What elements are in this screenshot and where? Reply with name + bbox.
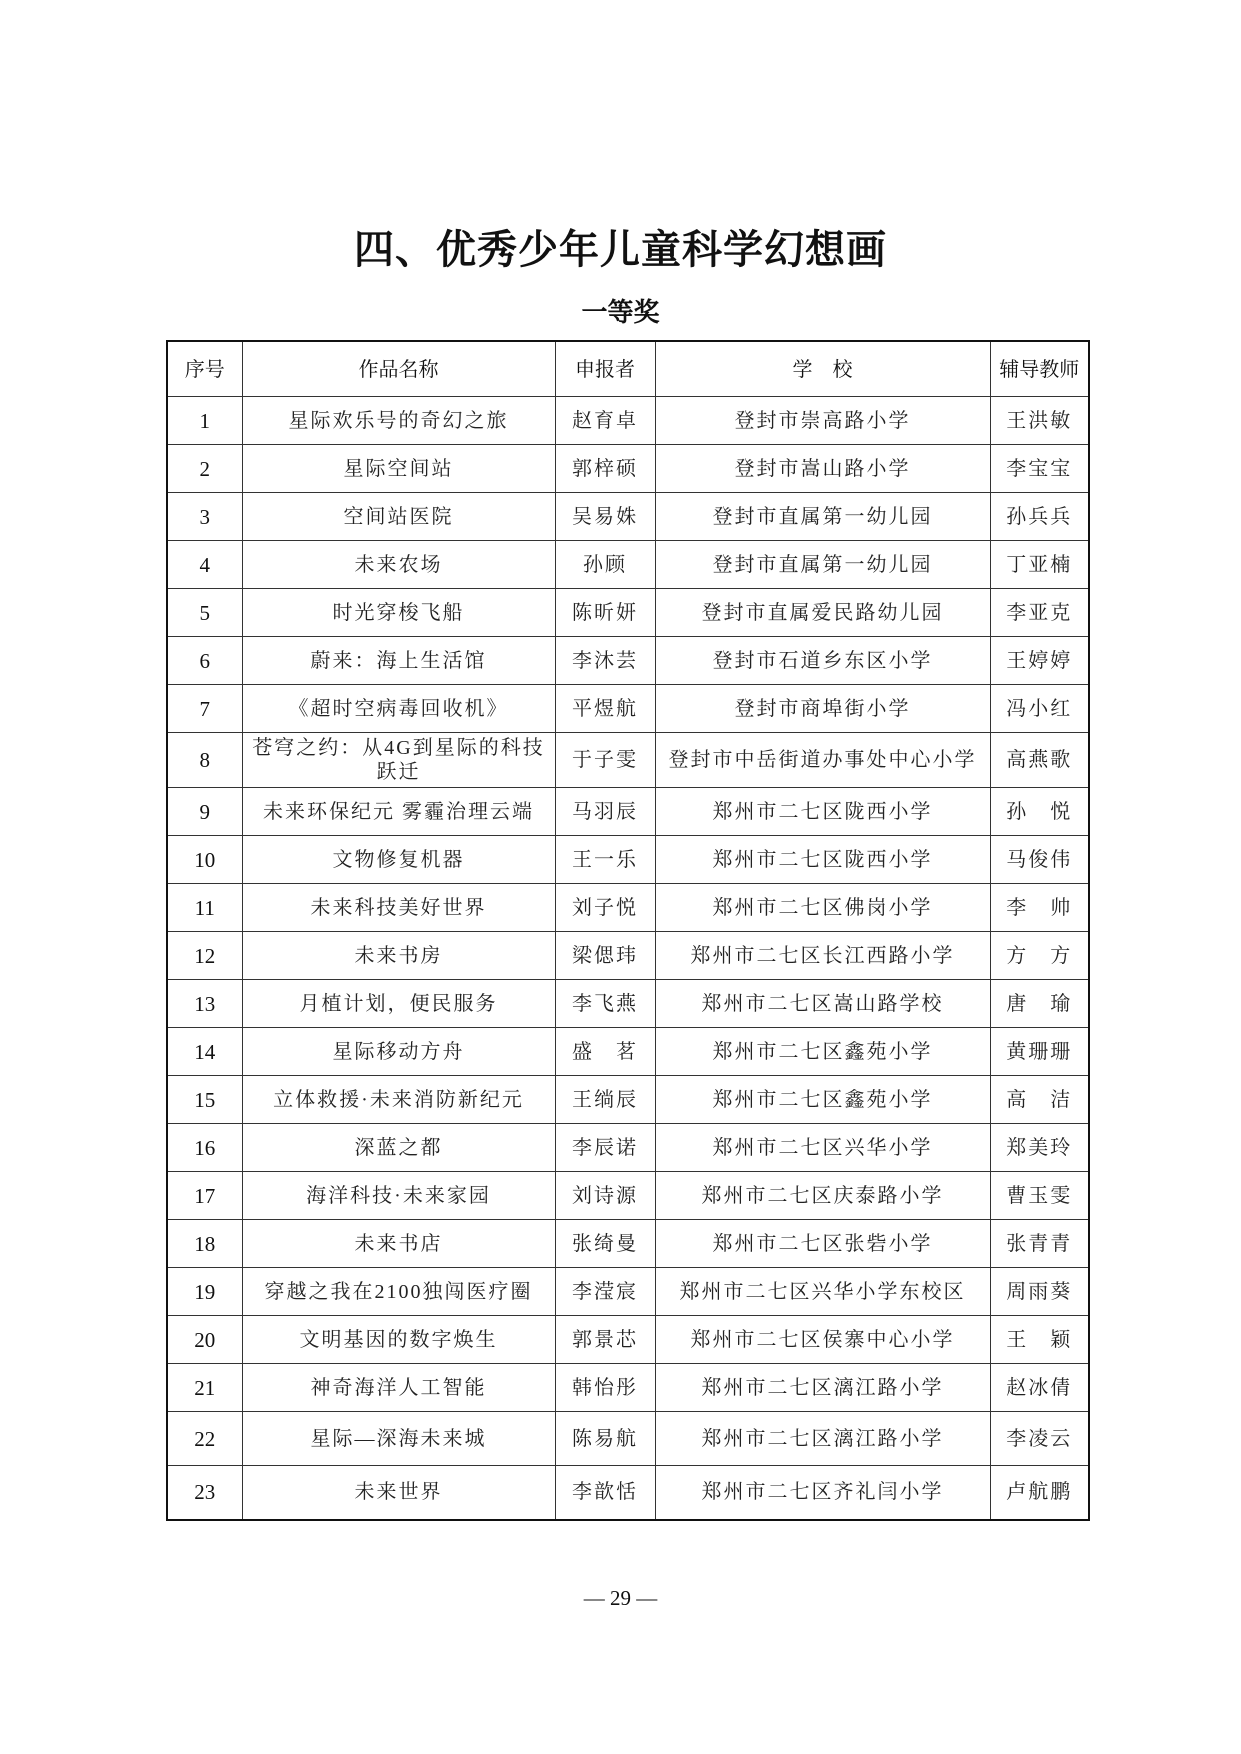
- table-row: [167, 836, 1089, 884]
- table-row: [167, 445, 1089, 493]
- cell-seq: 2: [167, 445, 242, 493]
- cell-applicant: 刘诗源: [555, 1172, 655, 1220]
- cell-applicant: 郭景芯: [555, 1316, 655, 1364]
- cell-work-title: 未来环保纪元 雾霾治理云端: [242, 788, 555, 836]
- page-number: — 29 —: [583, 1586, 658, 1610]
- cell-school: 郑州市二七区长江西路小学: [655, 932, 990, 980]
- cell-teacher: 李 帅: [990, 884, 1089, 932]
- table-row: [167, 788, 1089, 836]
- cell-teacher: 赵冰倩: [990, 1364, 1089, 1412]
- cell-school: 登封市直属第一幼儿园: [655, 541, 990, 589]
- cell-teacher: 高燕歌: [990, 733, 1089, 788]
- cell-school: 郑州市二七区侯寨中心小学: [655, 1316, 990, 1364]
- cell-school: 登封市商埠街小学: [655, 685, 990, 733]
- cell-seq: 1: [167, 397, 242, 445]
- cell-teacher: 唐 瑜: [990, 980, 1089, 1028]
- cell-school: 登封市石道乡东区小学: [655, 637, 990, 685]
- cell-work-title: 苍穹之约：从4G到星际的科技跃迁: [242, 733, 555, 788]
- cell-applicant: 李飞燕: [555, 980, 655, 1028]
- cell-school: 郑州市二七区鑫苑小学: [655, 1076, 990, 1124]
- table-row: [167, 1466, 1089, 1520]
- cell-school: 郑州市二七区庆泰路小学: [655, 1172, 990, 1220]
- cell-teacher: 王 颖: [990, 1316, 1089, 1364]
- cell-work-title: 深蓝之都: [242, 1124, 555, 1172]
- cell-teacher: 王洪敏: [990, 397, 1089, 445]
- table-row: [167, 932, 1089, 980]
- cell-seq: 6: [167, 637, 242, 685]
- award-table: [166, 340, 1090, 1521]
- cell-work-title: 月植计划，便民服务: [242, 980, 555, 1028]
- cell-applicant: 韩怡彤: [555, 1364, 655, 1412]
- cell-seq: 7: [167, 685, 242, 733]
- cell-teacher: 丁亚楠: [990, 541, 1089, 589]
- cell-applicant: 张绮曼: [555, 1220, 655, 1268]
- cell-seq: 10: [167, 836, 242, 884]
- cell-school: 郑州市二七区鑫苑小学: [655, 1028, 990, 1076]
- table-row: [167, 1220, 1089, 1268]
- cell-seq: 17: [167, 1172, 242, 1220]
- cell-applicant: 梁偲玮: [555, 932, 655, 980]
- cell-school: 郑州市二七区嵩山路学校: [655, 980, 990, 1028]
- cell-seq: 19: [167, 1268, 242, 1316]
- cell-seq: 23: [167, 1466, 242, 1520]
- cell-teacher: 曹玉雯: [990, 1172, 1089, 1220]
- cell-work-title: 立体救援·未来消防新纪元: [242, 1076, 555, 1124]
- cell-teacher: 冯小红: [990, 685, 1089, 733]
- cell-work-title: 星际—深海未来城: [242, 1412, 555, 1466]
- cell-seq: 5: [167, 589, 242, 637]
- cell-work-title: 星际欢乐号的奇幻之旅: [242, 397, 555, 445]
- cell-seq: 3: [167, 493, 242, 541]
- cell-teacher: 李宝宝: [990, 445, 1089, 493]
- header-seq: 序号: [167, 341, 242, 397]
- cell-seq: 16: [167, 1124, 242, 1172]
- cell-school: 登封市嵩山路小学: [655, 445, 990, 493]
- cell-work-title: 时光穿梭飞船: [242, 589, 555, 637]
- header-work-title: 作品名称: [242, 341, 555, 397]
- table-row: [167, 1124, 1089, 1172]
- cell-seq: 4: [167, 541, 242, 589]
- cell-applicant: 赵育卓: [555, 397, 655, 445]
- cell-applicant: 盛 茗: [555, 1028, 655, 1076]
- table-row: [167, 541, 1089, 589]
- cell-applicant: 李沐芸: [555, 637, 655, 685]
- cell-teacher: 王婷婷: [990, 637, 1089, 685]
- table-row: [167, 1364, 1089, 1412]
- cell-school: 郑州市二七区陇西小学: [655, 836, 990, 884]
- table-row: [167, 884, 1089, 932]
- cell-teacher: 方 方: [990, 932, 1089, 980]
- table-row: [167, 1316, 1089, 1364]
- cell-work-title: 未来科技美好世界: [242, 884, 555, 932]
- cell-work-title: 文物修复机器: [242, 836, 555, 884]
- cell-work-title: 未来书店: [242, 1220, 555, 1268]
- table-row: [167, 589, 1089, 637]
- cell-applicant: 王一乐: [555, 836, 655, 884]
- cell-teacher: 李亚克: [990, 589, 1089, 637]
- cell-school: 郑州市二七区兴华小学东校区: [655, 1268, 990, 1316]
- cell-seq: 15: [167, 1076, 242, 1124]
- cell-school: 登封市直属爱民路幼儿园: [655, 589, 990, 637]
- cell-teacher: 孙 悦: [990, 788, 1089, 836]
- cell-work-title: 神奇海洋人工智能: [242, 1364, 555, 1412]
- table-row: [167, 493, 1089, 541]
- cell-school: 登封市中岳街道办事处中心小学: [655, 733, 990, 788]
- table-row: [167, 685, 1089, 733]
- cell-applicant: 郭梓硕: [555, 445, 655, 493]
- cell-seq: 14: [167, 1028, 242, 1076]
- cell-school: 郑州市二七区漓江路小学: [655, 1412, 990, 1466]
- header-applicant: 申报者: [555, 341, 655, 397]
- cell-applicant: 王绱辰: [555, 1076, 655, 1124]
- cell-work-title: 未来农场: [242, 541, 555, 589]
- table-row: [167, 397, 1089, 445]
- cell-work-title: 未来世界: [242, 1466, 555, 1520]
- cell-seq: 21: [167, 1364, 242, 1412]
- cell-applicant: 孙顾: [555, 541, 655, 589]
- table-row: [167, 1076, 1089, 1124]
- cell-teacher: 卢航鹏: [990, 1466, 1089, 1520]
- cell-seq: 13: [167, 980, 242, 1028]
- cell-seq: 12: [167, 932, 242, 980]
- cell-applicant: 于子雯: [555, 733, 655, 788]
- header-school: 学 校: [655, 341, 990, 397]
- cell-work-title: 空间站医院: [242, 493, 555, 541]
- cell-work-title: 《超时空病毒回收机》: [242, 685, 555, 733]
- cell-school: 登封市直属第一幼儿园: [655, 493, 990, 541]
- cell-applicant: 李歆恬: [555, 1466, 655, 1520]
- cell-teacher: 高 洁: [990, 1076, 1089, 1124]
- table-row: [167, 1268, 1089, 1316]
- cell-school: 郑州市二七区陇西小学: [655, 788, 990, 836]
- table-header-row: [167, 341, 1089, 397]
- table-row: [167, 637, 1089, 685]
- table-row: [167, 1028, 1089, 1076]
- cell-applicant: 陈易航: [555, 1412, 655, 1466]
- cell-teacher: 李凌云: [990, 1412, 1089, 1466]
- cell-work-title: 文明基因的数字焕生: [242, 1316, 555, 1364]
- cell-work-title: 海洋科技·未来家园: [242, 1172, 555, 1220]
- cell-work-title: 星际空间站: [242, 445, 555, 493]
- cell-teacher: 郑美玲: [990, 1124, 1089, 1172]
- cell-seq: 11: [167, 884, 242, 932]
- cell-school: 郑州市二七区张砦小学: [655, 1220, 990, 1268]
- cell-seq: 20: [167, 1316, 242, 1364]
- table-row: [167, 1172, 1089, 1220]
- cell-teacher: 孙兵兵: [990, 493, 1089, 541]
- cell-seq: 9: [167, 788, 242, 836]
- cell-teacher: 黄珊珊: [990, 1028, 1089, 1076]
- cell-teacher: 周雨葵: [990, 1268, 1089, 1316]
- cell-work-title: 穿越之我在2100独闯医疗圈: [242, 1268, 555, 1316]
- cell-applicant: 陈昕妍: [555, 589, 655, 637]
- cell-seq: 22: [167, 1412, 242, 1466]
- cell-applicant: 平煜航: [555, 685, 655, 733]
- cell-school: 郑州市二七区漓江路小学: [655, 1364, 990, 1412]
- cell-applicant: 刘子悦: [555, 884, 655, 932]
- cell-school: 郑州市二七区齐礼闫小学: [655, 1466, 990, 1520]
- cell-work-title: 蔚来：海上生活馆: [242, 637, 555, 685]
- cell-school: 登封市崇高路小学: [655, 397, 990, 445]
- table-row: [167, 1412, 1089, 1466]
- cell-school: 郑州市二七区兴华小学: [655, 1124, 990, 1172]
- cell-seq: 8: [167, 733, 242, 788]
- cell-teacher: 张青青: [990, 1220, 1089, 1268]
- cell-applicant: 李辰诺: [555, 1124, 655, 1172]
- cell-seq: 18: [167, 1220, 242, 1268]
- cell-teacher: 马俊伟: [990, 836, 1089, 884]
- section-title: 四、优秀少年儿童科学幻想画: [354, 227, 887, 273]
- cell-applicant: 吴易姝: [555, 493, 655, 541]
- award-level-heading: 一等奖: [581, 298, 660, 328]
- table-row: [167, 980, 1089, 1028]
- cell-applicant: 李滢宸: [555, 1268, 655, 1316]
- header-teacher: 辅导教师: [990, 341, 1089, 397]
- cell-work-title: 星际移动方舟: [242, 1028, 555, 1076]
- cell-work-title: 未来书房: [242, 932, 555, 980]
- cell-applicant: 马羽辰: [555, 788, 655, 836]
- cell-school: 郑州市二七区佛岗小学: [655, 884, 990, 932]
- table-row: [167, 733, 1089, 788]
